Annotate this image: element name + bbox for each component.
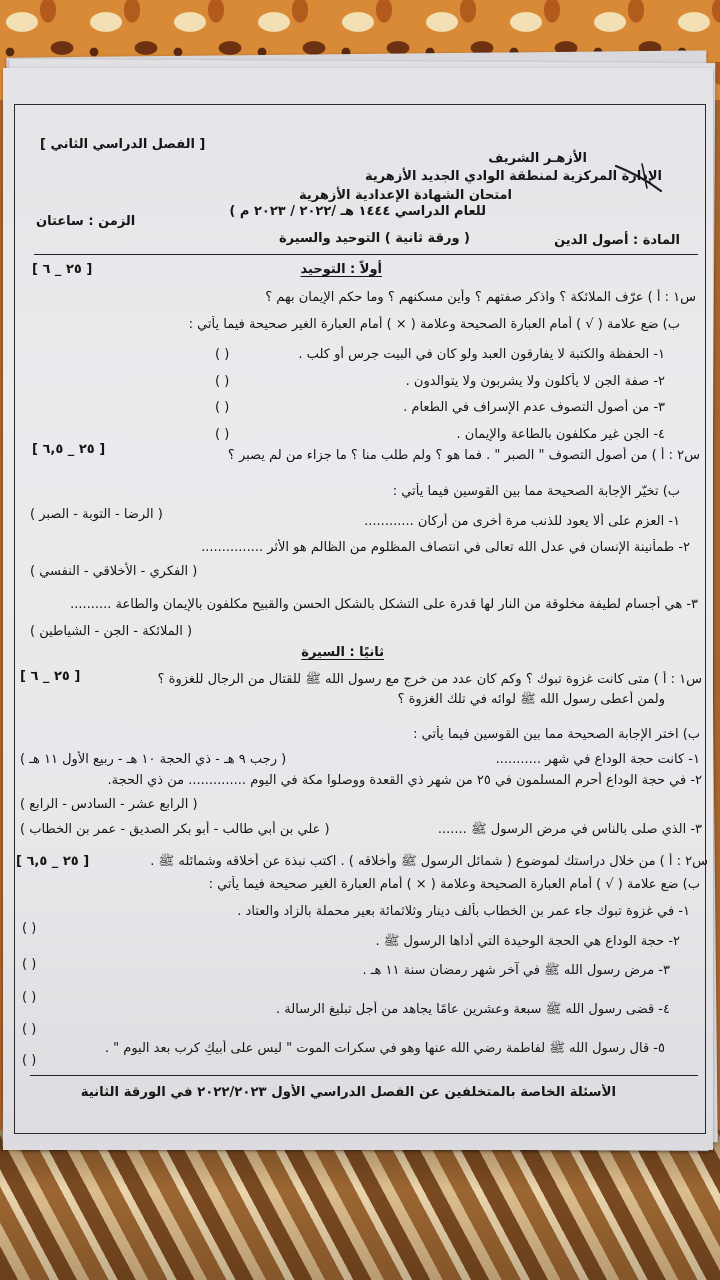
header-divider: [34, 254, 698, 255]
question-instruction: ب) اختر الإجابة الصحيحة مما بين القوسين فيما يأتي :: [413, 727, 700, 742]
exam-title: امتحان الشهادة الإعدادية الأزهرية: [298, 188, 512, 203]
answer-blank: ( ): [22, 1053, 37, 1068]
answer-choices: ( الفكري - الأخلاقي - النفسي ): [30, 564, 198, 579]
section-title-tawheed: أولاً : التوحيد: [300, 262, 382, 277]
question-instruction: ب) ضع علامة ( √ ) أمام العبارة الصحيحة وعلامة ( × ) أمام العبارة الغير صحيحة فيما يأتي :: [208, 877, 700, 892]
question-text: س١ : أ ) متى كانت غزوة تبوك ؟ وكم كان عدد من خرج مع رسول الله ﷺ للقتال من الرجال للغزوة ؟: [157, 672, 702, 687]
footer-note: الأسئلة الخاصة بالمتخلفين عن الفصل الدراسي الأول ٢٠٢٢/٢٠٢٣ في الورقة الثانية: [80, 1085, 616, 1100]
true-false-item: ٥- قال رسول الله ﷺ لفاطمة رضي الله عنها وهو في سكرات الموت " ليس على أبيكِ كرب بعد اليوم " .: [104, 1041, 665, 1056]
academic-year: للعام الدراسي ١٤٤٤ هـ /٢٠٢٢ / ٢٠٢٣ م ): [229, 204, 486, 219]
choice-item: ٢- في حجة الوداع أحرم المسلمون في ٢٥ من شهر ذي القعدة ووصلوا مكة في اليوم .............. من ذي الحجة.: [107, 773, 702, 788]
choice-item: ٣- هي أجسام لطيفة مخلوقة من النار لها قدرة على التشكل بالشكل الحسن والقبيح مكلفون بالإيمان والطاعة ..........: [70, 597, 698, 612]
answer-choices: ( الرضا - التوبة - الصبر ): [30, 507, 163, 522]
answer-choices: ( الملائكة - الجن - الشياطين ): [30, 624, 193, 639]
answer-blank: ( ): [215, 400, 230, 415]
question-marks: [ ٢٥ _ ٦,٥ ]: [32, 442, 106, 457]
choice-item: ٢- طمأنينة الإنسان في عدل الله تعالى في انتصاف المظلوم من الظالم هو الأثر ...............: [201, 540, 690, 555]
question-instruction: ب) ضع علامة ( √ ) أمام العبارة الصحيحة وعلامة ( × ) أمام العبارة الغير صحيحة فيما يأتي :: [188, 317, 680, 332]
paper-label: ( ورقة ثانية ) التوحيد والسيرة: [278, 231, 470, 246]
question-instruction: ب) تخيّر الإجابة الصحيحة مما بين القوسين فيما يأتي :: [392, 484, 680, 499]
choice-item: ٣- الذي صلى بالناس في مرض الرسول ﷺ .......: [437, 822, 702, 837]
institution-name: الأزهـر الشريف: [488, 151, 587, 166]
subject-label: المادة : أصول الدين: [554, 233, 680, 248]
question-marks: [ ٢٥ _ ٦ ]: [32, 262, 93, 277]
question-text: س١ : أ ) عرّف الملائكة ؟ واذكر صفتهم ؟ وأين مسكنهم ؟ وما حكم الإيمان بهم ؟: [265, 290, 696, 305]
choice-item: ١- العزم على ألا يعود للذنب مرة أخرى من أركان ............: [364, 514, 680, 529]
answer-blank: ( ): [22, 921, 37, 936]
true-false-item: ٤- الجن غير مكلفون بالطاعة والإيمان .: [456, 427, 665, 442]
footer-divider: [30, 1075, 698, 1076]
true-false-item: ١- في غزوة تبوك جاء عمر بن الخطاب بألف دينار وثلاثمائة بعير محملة بالزاد والعتاد .: [237, 904, 690, 919]
carpet-shadow: [0, 1130, 720, 1280]
true-false-item: ٢- حجة الوداع هي الحجة الوحيدة التي أداها الرسول ﷺ .: [375, 934, 680, 949]
administration-name: الإدارة المركزية لمنطقة الوادي الجديد الأزهرية: [364, 169, 662, 184]
question-marks: [ ٢٥ _ ٦,٥ ]: [16, 854, 90, 869]
question-text-continued: ولمن أعطى رسول الله ﷺ لوائه في تلك الغزوة ؟: [397, 692, 665, 707]
true-false-item: ١- الحفظة والكتبة لا يفارقون العبد ولو كان في البيت جرس أو كلب .: [298, 347, 665, 362]
answer-blank: ( ): [215, 347, 230, 362]
question-text: س٢ : أ ) من خلال دراستك لموضوع ( شمائل الرسول ﷺ وأخلاقه ) . اكتب نبذة عن أخلاقه وشمائله ﷺ .: [150, 854, 708, 869]
question-text: س٢ : أ ) من أصول التصوف " الصبر " . فما هو ؟ ولم طلب منا ؟ ما جزاء من لم يصبر ؟: [227, 448, 700, 463]
answer-blank: ( ): [22, 990, 37, 1005]
answer-choices: ( رجب ٩ هـ - ذي الحجة ١٠ هـ - ربيع الأول ١١ هـ ): [20, 752, 287, 767]
semester-label: [ الفصل الدراسي الثاني ]: [40, 137, 206, 152]
exam-duration: الزمن : ساعتان: [36, 214, 136, 229]
answer-blank: ( ): [22, 1022, 37, 1037]
true-false-item: ٤- قضى رسول الله ﷺ سبعة وعشرين عامًا يجاهد من أجل تبليغ الرسالة .: [276, 1002, 670, 1017]
choice-item: ١- كانت حجة الوداع في شهر ...........: [495, 752, 700, 767]
true-false-item: ٢- صفة الجن لا يأكلون ولا يشربون ولا يتوالدون .: [405, 374, 665, 389]
answer-blank: ( ): [22, 957, 37, 972]
answer-blank: ( ): [215, 427, 230, 442]
true-false-item: ٣- من أصول التصوف عدم الإسراف في الطعام .: [403, 400, 665, 415]
answer-choices: ( علي بن أبي طالب - أبو بكر الصديق - عمر بن الخطاب ): [20, 822, 330, 837]
true-false-item: ٣- مرض رسول الله ﷺ في آخر شهر رمضان سنة ١١ هـ .: [362, 963, 670, 978]
answer-blank: ( ): [215, 374, 230, 389]
section-title-sira: ثانيًا : السيرة: [301, 645, 384, 660]
answer-choices: ( الرابع عشر - السادس - الرابع ): [20, 797, 198, 812]
question-marks: [ ٢٥ _ ٦ ]: [20, 669, 81, 684]
